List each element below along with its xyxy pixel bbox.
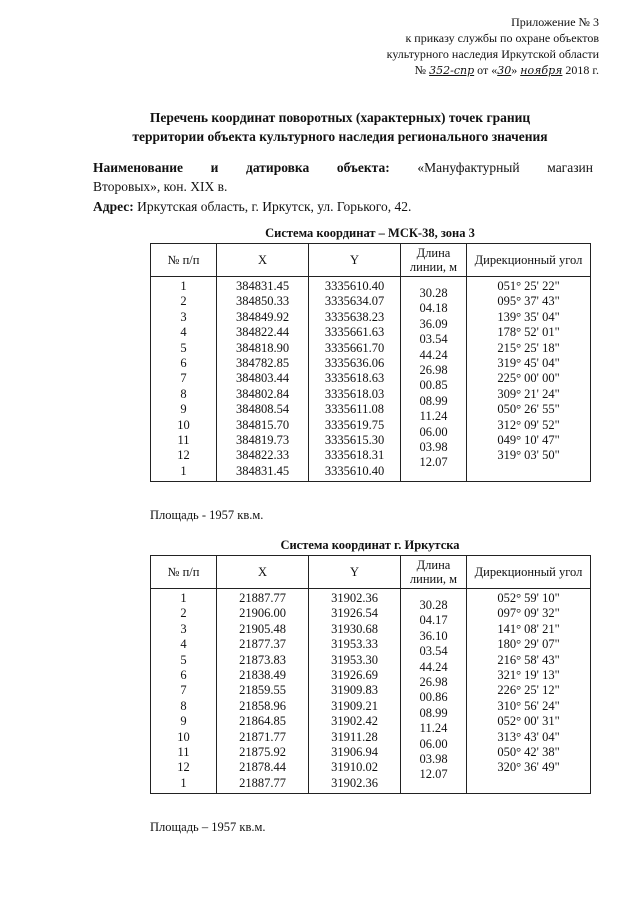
table-cell: 21858.96 [239,698,286,713]
column-numbers [155,279,212,479]
table-cell: 21878.44 [239,760,286,775]
table-cell: 12 [177,448,190,463]
number-prefix: № [414,63,427,77]
table-cell: 3335618.03 [324,386,385,401]
table-cell: 3 [180,309,187,324]
table-header-row [151,244,591,277]
appendix-title: Приложение № 3 [511,15,599,29]
table-cell: 310° 56' 24" [497,698,560,713]
column-lengths [405,286,462,471]
table-cell: 384849.92 [235,309,290,324]
table-cell: 21906.00 [239,606,286,621]
table-cell: 3335618.63 [324,371,385,386]
table-cell: 31910.02 [331,760,378,775]
column-lengths [405,598,462,783]
table-cell: 31902.42 [331,714,378,729]
table-caption-msk38: Система координат – МСК-38, зона 3 [265,226,475,240]
table-cell: 216° 58' 43" [497,652,560,667]
table-cell: 6 [180,668,187,683]
column-numbers [155,591,212,791]
table-cell: 384819.73 [235,433,290,448]
table-cell: 8 [180,386,187,401]
table-cell: 00.85 [419,378,448,393]
table-cell: 3335634.07 [324,294,385,309]
header-angle: Дирекционный угол [467,244,591,277]
table-cell: 4 [180,325,187,340]
table-body-row [151,589,591,794]
appendix-number-line [269,62,599,79]
area-irkutsk: Площадь – 1957 кв.м. [150,820,266,834]
column-angles [471,279,586,464]
table-cell: 4 [180,637,187,652]
table-cell: 141° 08' 21" [497,621,560,636]
column-y [313,591,396,791]
table-cell: 11.24 [419,721,448,736]
table-cell: 3335610.40 [324,463,385,478]
header-num: № п/п [151,556,217,589]
column-angles [471,591,586,776]
header-y: Y [309,556,401,589]
table-cell: 180° 29' 07" [497,637,560,652]
object-name-part1: «Мануфактурный магазин [417,160,593,175]
table-cell: 3335638.23 [324,309,385,324]
table-cell: 3335611.08 [325,402,384,417]
table-cell: 10 [177,417,190,432]
table-cell: 31909.83 [331,683,378,698]
table-cell: 095° 37' 43" [497,294,560,309]
table-cell: 384818.90 [235,340,290,355]
coordinates-table-msk38 [150,243,591,482]
appendix-order-line: к приказу службы по охране объектов [405,31,599,45]
table-cell: 052° 00' 31" [497,714,560,729]
table-cell: 26.98 [419,363,448,378]
area-msk38: Площадь - 1957 кв.м. [150,508,264,522]
table-cell: 21871.77 [239,729,286,744]
table-cell: 384850.33 [235,294,290,309]
table-cell: 384802.84 [235,386,290,401]
table-cell: 1 [180,591,187,605]
table-header-row [151,556,591,589]
table-cell: 11 [177,745,190,760]
table-cell: 3335636.06 [324,356,385,371]
order-month-handwritten: ноября [520,64,563,77]
table-cell: 31953.33 [331,637,378,652]
table-cell: 3335661.63 [324,325,385,340]
table-cell: 3335610.40 [324,279,385,293]
table-cell: 319° 45' 04" [497,356,560,371]
table-cell: 12.07 [419,455,448,470]
table-cell: 06.00 [419,424,448,439]
table-cell: 31926.69 [331,668,378,683]
table-cell: 03.98 [419,440,448,455]
table-cell: 11 [177,433,190,448]
table-cell: 1 [180,463,187,478]
table-cell: 31909.21 [331,698,378,713]
table-cell: 31902.36 [331,591,378,605]
table-cell: 21859.55 [239,683,286,698]
table-cell: 04.17 [419,613,448,628]
appendix-service-line: культурного наследия Иркутской области [386,47,599,61]
table-cell: 384803.44 [235,371,290,386]
table-cell: 1 [180,775,187,790]
table-cell: 7 [180,683,187,698]
table-cell: 31953.30 [331,652,378,667]
address-line [93,197,593,216]
table-cell: 384808.54 [235,402,290,417]
table-cell: 9 [180,714,187,729]
table-cell: 7 [180,371,187,386]
header-y: Y [309,244,401,277]
table-cell: 319° 03' 50" [497,448,560,463]
table-cell: 384831.45 [235,279,290,293]
table-body-row [151,277,591,482]
table-cell: 178° 52' 01" [497,325,560,340]
table-cell: 26.98 [419,675,448,690]
table-cell: 3335615.30 [324,433,385,448]
table-cell: 31930.68 [331,621,378,636]
table-cell: 11.24 [419,409,448,424]
table-cell: 309° 21' 24" [497,386,560,401]
table-cell: 050° 26' 55" [497,402,560,417]
column-x [221,591,304,791]
appendix-header [269,14,599,79]
table-cell: 44.24 [419,347,448,362]
table-cell: 5 [180,652,187,667]
table-cell: 03.98 [419,752,448,767]
table-cell: 31926.54 [331,606,378,621]
table-cell: 12 [177,760,190,775]
object-label: Наименование и датировка объекта: [93,160,390,175]
table-cell: 384782.85 [235,356,290,371]
document-title [60,108,620,146]
column-y [313,279,396,479]
table-cell: 3 [180,621,187,636]
table-cell: 097° 09' 32" [497,606,560,621]
table-cell: 21838.49 [239,668,286,683]
header-num: № п/п [151,244,217,277]
from-word: от « [477,63,498,77]
table-cell: 321° 19' 13" [497,668,560,683]
table-cell: 3335661.70 [324,340,385,355]
table-cell: 21905.48 [239,621,286,636]
object-name-line [93,158,593,177]
order-day-handwritten: 30 [497,64,512,77]
table-cell: 30.28 [419,598,448,612]
table-cell: 384822.33 [235,448,290,463]
table-cell: 08.99 [419,705,448,720]
table-cell: 049° 10' 47" [497,433,560,448]
title-line-1: Перечень координат поворотных (характерных) точек границ [149,110,531,125]
table-cell: 9 [180,402,187,417]
table-cell: 1 [180,279,187,293]
header-length: Длина линии, м [401,556,467,589]
table-cell: 313° 43' 04" [497,729,560,744]
table-cell: 226° 25' 12" [497,683,560,698]
address-label: Адрес: [93,199,134,214]
table-cell: 03.54 [419,332,448,347]
header-angle: Дирекционный угол [467,556,591,589]
object-name-part2: Второвых», кон. XIX в. [93,179,228,194]
table-cell: 30.28 [419,286,448,300]
month-separator: » [511,63,518,77]
address-value: Иркутская область, г. Иркутск, ул. Горького, 42. [137,199,412,214]
table-cell: 08.99 [419,393,448,408]
table-cell: 384822.44 [235,325,290,340]
table-cell: 225° 00' 00" [497,371,560,386]
table-cell: 050° 42' 38" [497,745,560,760]
table-cell: 36.09 [419,316,448,331]
table-cell: 384831.45 [235,463,290,478]
header-x: X [217,556,309,589]
table-cell: 312° 09' 52" [497,417,560,432]
table-cell: 052° 59' 10" [497,591,560,605]
table-cell: 21887.77 [239,591,286,605]
table-cell: 31902.36 [331,775,378,790]
header-x: X [217,244,309,277]
table-cell: 06.00 [419,736,448,751]
table-cell: 215° 25' 18" [497,340,560,355]
table-cell: 12.07 [419,767,448,782]
table-cell: 21887.77 [239,775,286,790]
table-cell: 139° 35' 04" [497,309,560,324]
table-cell: 320° 36' 49" [497,760,560,775]
order-number-handwritten: 352-спр [429,64,475,77]
table-cell: 03.54 [419,644,448,659]
column-x [221,279,304,479]
title-line-2: территории объекта культурного наследия регионального значения [132,129,548,144]
table-cell: 21864.85 [239,714,286,729]
table-caption-irkutsk: Система координат г. Иркутска [280,538,460,552]
table-cell: 31911.28 [331,729,378,744]
table-cell: 21877.37 [239,637,286,652]
table-cell: 2 [180,606,187,621]
table-cell: 44.24 [419,659,448,674]
table-cell: 8 [180,698,187,713]
header-length: Длина линии, м [401,244,467,277]
coordinates-table-irkutsk [150,555,591,794]
table-cell: 10 [177,729,190,744]
table-cell: 36.10 [419,628,448,643]
table-cell: 3335618.31 [324,448,385,463]
table-cell: 6 [180,356,187,371]
table-cell: 2 [180,294,187,309]
table-cell: 3335619.75 [324,417,385,432]
table-cell: 384815.70 [235,417,290,432]
table-cell: 21875.92 [239,745,286,760]
table-cell: 31906.94 [331,745,378,760]
table-cell: 21873.83 [239,652,286,667]
table-cell: 04.18 [419,301,448,316]
table-cell: 00.86 [419,690,448,705]
order-year: 2018 г. [565,63,599,77]
table-cell: 051° 25' 22" [497,279,560,293]
table-cell: 5 [180,340,187,355]
